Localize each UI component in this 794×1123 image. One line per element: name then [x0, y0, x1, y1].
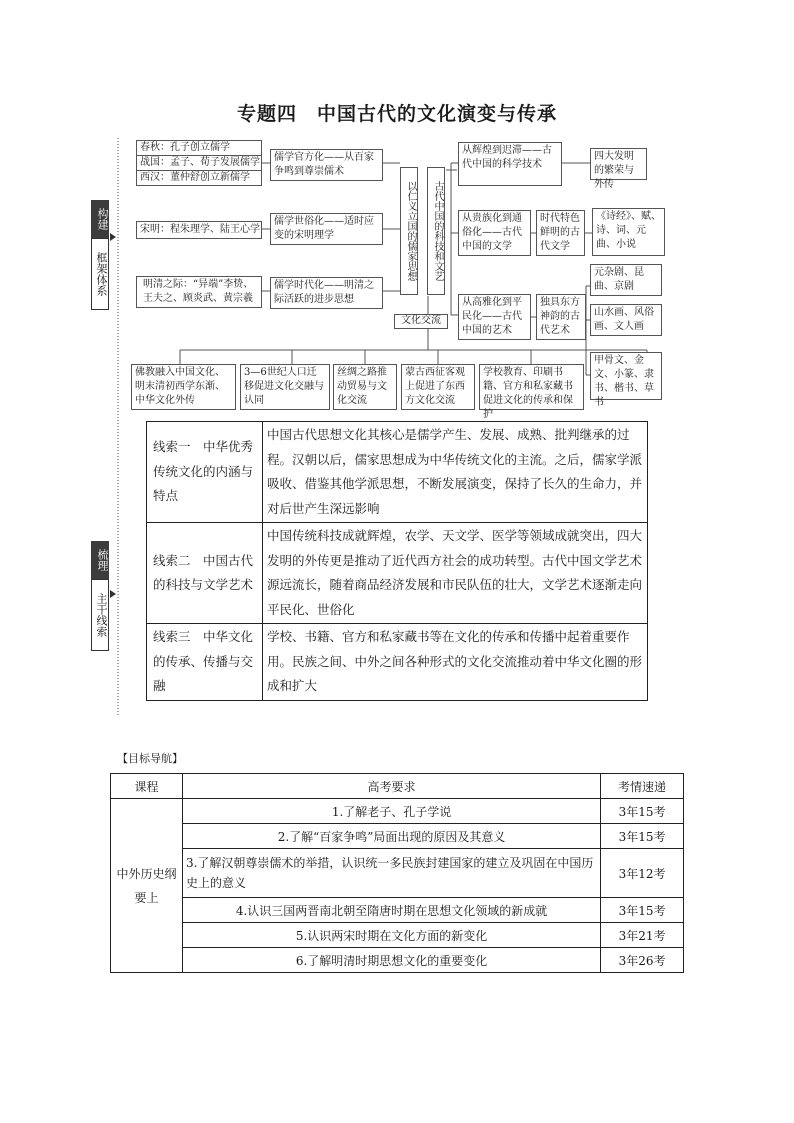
- course-name: [111, 799, 183, 973]
- lit-feature: 时代特色鲜明的古代文学: [536, 210, 585, 256]
- table-row: [111, 849, 684, 898]
- literary-forms: 《诗经》、赋、诗、词、元曲、小说: [592, 208, 665, 256]
- exchange-box-3: 丝绸之路推动贸易与文化交流: [333, 364, 397, 410]
- stat: 3年26考: [601, 948, 684, 973]
- clue-key: 线索二 中国古代的科技与文学艺术: [147, 523, 263, 624]
- exchange-box-5: 学校教育、印刷书籍、官方和私家藏书促进文化的传承和保护: [479, 364, 584, 410]
- center-sci-art: 古代中国的科技和文艺: [427, 167, 445, 295]
- art: 从高雅化到平民化——古代中国的艺术: [458, 294, 531, 340]
- header-requirement: 高考要求: [182, 774, 600, 799]
- clue-text: 中国古代思想文化其核心是儒学产生、发展、成熟、批判继承的过程。汉朝以后，儒家思想成为中华传统文化的主流。之后，儒家学派吸收、借鉴其他学派思想，不断发展演变，保持了长久的生命力，并对后世产生深远影响: [263, 422, 648, 523]
- requirement: 3.了解汉朝尊崇儒术的举措，认识统一多民族封建国家的建立及巩固在中国历史上的意义: [182, 849, 600, 898]
- table-row: [147, 624, 648, 701]
- page-title: 专题四 中国古代的文化演变与传承: [236, 103, 557, 125]
- table-row: [111, 824, 684, 849]
- clue-text: 学校、书籍、官方和私家藏书等在文化的传承和传播中起着重要作用。民族之间、中外之间各种形式的文化交流推动着中华文化圈的形成和扩大: [263, 624, 648, 701]
- stat: 3年15考: [601, 898, 684, 923]
- header-stats: 考情速递: [601, 774, 684, 799]
- exchange-box-2: 3—6世纪人口迁移促进文化交融与认同: [240, 364, 330, 410]
- clue-text: 中国传统科技成就辉煌，农学、天文学、医学等领域成就突出，四大发明的外传更是推动了近代西方社会的成功转型。古代中国文学艺术源远流长，随着商品经济发展和市民队伍的壮大，文学艺术逐渐走向平民化、世俗化: [263, 523, 648, 624]
- requirement: 4.认识三国两晋南北朝至隋唐时期在思想文化领域的新成就: [182, 898, 600, 923]
- requirement: 2.了解“百家争鸣”局面出现的原因及其意义: [182, 824, 600, 849]
- table-row: [147, 422, 648, 523]
- cultural-exchange: 文化交流: [394, 314, 448, 329]
- painting-forms: 山水画、风俗画、文人画: [590, 304, 662, 336]
- side-tab-sort: 梳理: [91, 541, 109, 579]
- four-inventions: 四大发明的繁荣与外传: [590, 148, 647, 180]
- goal-nav-label: 【目标导航】: [117, 752, 183, 765]
- requirement: 6.了解明清时期思想文化的重要变化: [182, 948, 600, 973]
- stat: 3年15考: [601, 799, 684, 824]
- table-row: [111, 799, 684, 824]
- table-row: [111, 898, 684, 923]
- confucian-modern: 儒学时代化——明清之际活跃的进步思想: [270, 277, 383, 309]
- sci-tech: 从辉煌到迟滞——古代中国的科学技术: [458, 142, 562, 186]
- stat: 3年21考: [601, 923, 684, 948]
- table-header-row: [111, 774, 684, 799]
- course-name-text: 中外历史纲要上: [116, 866, 177, 905]
- clue-key: 线索一 中华优秀传统文化的内涵与特点: [147, 422, 263, 523]
- header-course: 课程: [111, 774, 183, 799]
- stat: 3年12考: [601, 849, 684, 898]
- era-ming-qing: 明清之际：“异端”李贽、王夫之、顾炎武、黄宗羲: [136, 276, 262, 308]
- opera-forms: 元杂剧、昆曲、京剧: [590, 264, 662, 296]
- art-feature: 独具东方神韵的古代艺术: [536, 294, 586, 340]
- confucian-official: 儒学官方化——从百家争鸣到尊崇儒术: [270, 149, 383, 181]
- table-row: [111, 923, 684, 948]
- exchange-box-1: 佛教融入中国文化、明末清初西学东渐、中华文化外传: [131, 364, 236, 410]
- table-row: [147, 523, 648, 624]
- table-row: [111, 948, 684, 973]
- exchange-box-4: 蒙古西征客观上促进了东西方文化交流: [401, 364, 475, 410]
- literature: 从贵族化到通俗化——古代中国的文学: [458, 210, 531, 256]
- requirement: 5.认识两宋时期在文化方面的新变化: [182, 923, 600, 948]
- main-clues-table: [146, 421, 648, 701]
- confucian-secular: 儒学世俗化——适时应变的宋明理学: [270, 213, 383, 245]
- era-warring-states: 战国：孟子、荀子发展儒学: [137, 156, 261, 171]
- era-box-group: [136, 140, 262, 186]
- side-tab-build: 构建: [91, 200, 109, 238]
- side-tab-clues: 主干线索: [91, 579, 109, 651]
- stat: 3年15考: [601, 824, 684, 849]
- goal-table: [110, 773, 684, 973]
- center-confucian: 以仁义立国的儒家思想: [400, 167, 418, 295]
- side-tab-framework: 框架体系: [91, 238, 109, 310]
- era-spring-autumn: 春秋：孔子创立儒学: [137, 141, 261, 156]
- calligraphy-forms: 甲骨文、金文、小篆、隶书、楷书、草书: [590, 352, 662, 400]
- era-song-ming: 宋明：程朱理学、陆王心学: [136, 221, 262, 239]
- requirement: 1.了解老子、孔子学说: [182, 799, 600, 824]
- era-western-han: 西汉：董仲舒创立新儒学: [140, 172, 250, 183]
- clue-key: 线索三 中华文化的传承、传播与交融: [147, 624, 263, 701]
